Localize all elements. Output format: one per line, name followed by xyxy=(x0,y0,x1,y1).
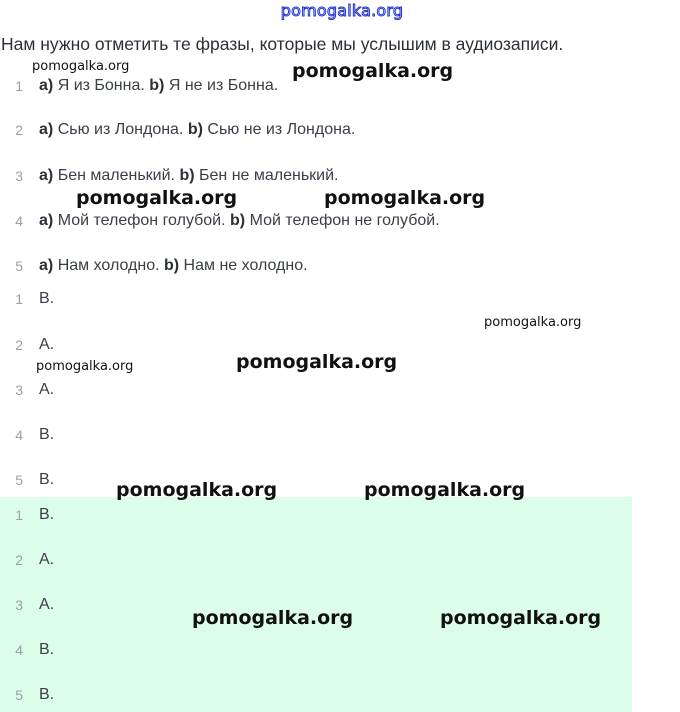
item-number: 1 xyxy=(15,78,23,94)
option-a-text: Мой телефон голубой. xyxy=(57,212,226,229)
answer-text: A. xyxy=(39,336,55,353)
option-b-label: b) xyxy=(163,257,180,274)
site-logo: pomogalka.org xyxy=(280,1,404,20)
answer-text: B. xyxy=(39,686,55,703)
option-a-label: a) xyxy=(39,77,54,94)
answer-number: 3 xyxy=(15,382,23,398)
answer-item xyxy=(0,425,54,445)
answer-number: 2 xyxy=(15,552,23,568)
option-b-label: b) xyxy=(230,212,246,229)
answer-text: B. xyxy=(39,506,55,523)
option-b-text: Мой телефон не голубой. xyxy=(249,212,440,229)
option-b-text: Сью не из Лондона. xyxy=(207,121,356,138)
answer-number: 1 xyxy=(15,507,23,523)
watermark: pomogalka.org xyxy=(76,187,238,209)
watermark: pomogalka.org xyxy=(116,479,278,501)
answer-item xyxy=(0,335,54,355)
watermark: pomogalka.org xyxy=(32,59,130,74)
exercise-item xyxy=(0,256,308,276)
exercise-item xyxy=(0,120,355,140)
option-b-label: b) xyxy=(149,77,165,94)
option-b-label: b) xyxy=(187,121,203,138)
watermark: pomogalka.org xyxy=(324,187,486,209)
highlighted-answers-panel xyxy=(0,497,632,712)
answer-number: 2 xyxy=(15,337,23,353)
answer-text: B. xyxy=(39,471,55,488)
option-a-label: a) xyxy=(39,257,54,274)
item-text xyxy=(39,77,278,95)
answer-item xyxy=(0,380,54,400)
option-a-text: Бен маленький. xyxy=(57,167,175,184)
highlighted-answer-item xyxy=(0,550,54,570)
exercise-item xyxy=(0,166,339,186)
item-text xyxy=(39,257,308,275)
answer-text: B. xyxy=(39,290,55,307)
watermark: pomogalka.org xyxy=(440,607,602,629)
answer-text: A. xyxy=(39,381,55,398)
option-a-label: a) xyxy=(39,167,54,184)
highlighted-answer-item xyxy=(0,640,54,660)
answer-number: 3 xyxy=(15,597,23,613)
watermark: pomogalka.org xyxy=(36,359,134,374)
option-a-label: a) xyxy=(39,121,54,138)
watermark: pomogalka.org xyxy=(192,607,354,629)
answer-text: A. xyxy=(39,596,55,613)
option-a-text: Я из Бонна. xyxy=(57,77,145,94)
answer-number: 5 xyxy=(15,472,23,488)
highlighted-answer-item xyxy=(0,505,54,525)
item-number: 4 xyxy=(15,213,23,229)
watermark: pomogalka.org xyxy=(364,479,526,501)
answer-number: 4 xyxy=(15,642,23,658)
highlighted-answer-item xyxy=(0,595,54,615)
option-a-text: Нам холодно. xyxy=(57,257,160,274)
watermark: pomogalka.org xyxy=(292,60,454,82)
watermark: pomogalka.org xyxy=(484,315,582,330)
option-b-text: Я не из Бонна. xyxy=(168,77,279,94)
option-b-label: b) xyxy=(179,167,195,184)
option-a-label: a) xyxy=(39,212,54,229)
item-text xyxy=(39,121,355,139)
item-text xyxy=(39,167,339,185)
option-b-text: Нам не холодно. xyxy=(183,257,308,274)
highlighted-answer-item xyxy=(0,685,54,705)
answer-text: A. xyxy=(39,551,55,568)
option-b-text: Бен не маленький. xyxy=(199,167,339,184)
watermark: pomogalka.org xyxy=(236,351,398,373)
answer-number: 5 xyxy=(15,687,23,703)
exercise-item xyxy=(0,76,278,96)
answer-number: 4 xyxy=(15,427,23,443)
option-a-text: Сью из Лондона. xyxy=(57,121,184,138)
item-number: 2 xyxy=(15,122,23,138)
exercise-item xyxy=(0,211,440,231)
task-instruction: Нам нужно отметить те фразы, которые мы услышим в аудиозаписи. xyxy=(1,34,564,54)
answer-item xyxy=(0,470,54,490)
answer-text: B. xyxy=(39,426,55,443)
item-text xyxy=(39,212,440,230)
answer-number: 1 xyxy=(15,291,23,307)
item-number: 3 xyxy=(15,168,23,184)
answer-item xyxy=(0,289,54,309)
answer-text: B. xyxy=(39,641,55,658)
item-number: 5 xyxy=(15,258,23,274)
